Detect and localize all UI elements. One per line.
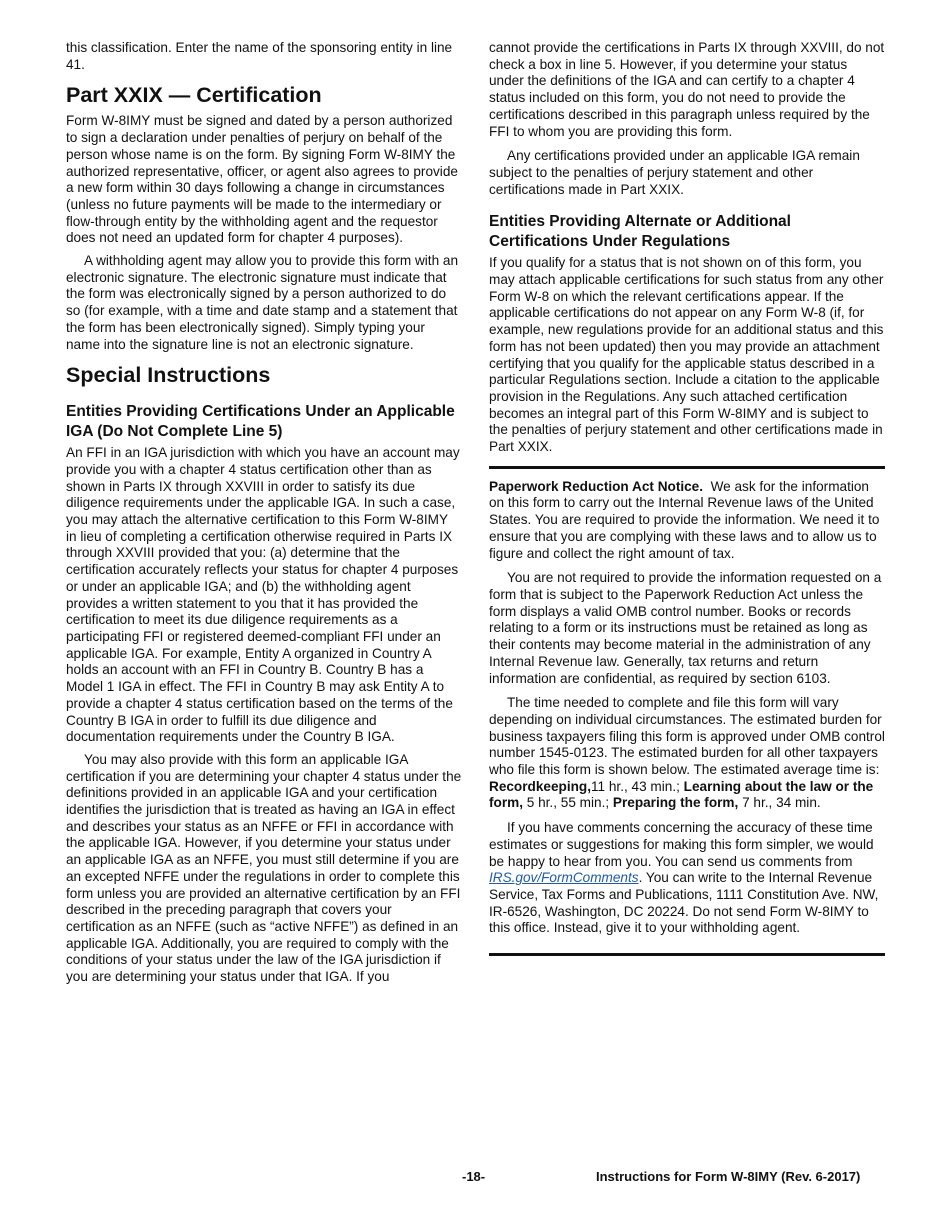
alternate-certifications-paragraph: If you qualify for a status that is not shown on of this form, you may attach applicable certifications for such status from any other Form W-8 on which the relevant certifications appear. If the applicable certifications do not appear on any Form W-8 (if, for example, new regulations provide for an additional status and this form has not been updated) then you may provide an attachment certifying that you qualify for the applicable status described in a particular Regulations section. Include a citation to the applicable provision in the Regulations. Any such attached certification becomes an integral part of this Form W-8IMY and is subject to the penalties of perjury statement and other certifications made in Part XXIX. bbox=[489, 255, 884, 455]
recordkeeping-value: 11 hr., 43 min.; bbox=[590, 778, 684, 794]
iga-paragraph-2: You may also provide with this form an applicable IGA certification if you are determining your chapter 4 status under the definitions provided in an applicable IGA and your certification identifies the jurisdiction that is treated as having an IGA in effect and describes your status as an NFFE or FFI in accordance with the applicable IGA. However, if you determine your status under an applicable IGA as an NFFE, you must still determine if you are an excepted NFFE under the regulations in order to complete this form unless you are provided an alternative certification by an FFI described in the preceding paragraph that covers your certification as an NFFE (such as “active NFFE”) as defined in an applicable IGA. Additionally, you are required to comply with the conditions of your status under the law of the IGA jurisdiction if you are determining your status under that IGA. If you bbox=[66, 751, 462, 985]
pra-text-4b: . You can write to the Internal Revenue Service, Tax Forms and Publications, 1111 Constitution Ave. NW, IR-6526, Washington, DC 20224. Do not send Form W-8IMY to this office. Instead, give it to your withholding agent. bbox=[489, 870, 879, 936]
learning-value: 5 hr., 55 min.; bbox=[522, 795, 613, 811]
pra-label: Paperwork Reduction Act Notice. bbox=[489, 478, 704, 494]
left-column bbox=[66, 40, 462, 992]
pra-text-1: We ask for the information on this form to carry out the Internal Revenue laws of the United States. You are required to provide the information. We need it to ensure that you are complying with these laws and to allow us to figure and collect the right amount of tax. bbox=[489, 478, 880, 561]
continued-paragraph: cannot provide the certifications in Parts IX through XXVIII, do not check a box in line 5. However, if you determine your status under the definitions of the IGA and can certify to a chapter 4 status included on this form, you do not need to provide the certifications described in this paragraph unless required by the FFI to whom you are providing this form. bbox=[489, 40, 885, 139]
intro-paragraph: this classification. Enter the name of the sponsoring entity in line 41. bbox=[66, 40, 453, 72]
pra-paragraph-1 bbox=[489, 479, 885, 563]
preparing-label: Preparing the form, bbox=[612, 795, 739, 811]
iga-paragraph-1: An FFI in an IGA jurisdiction with which you have an account may provide you with a chapter 4 status certification other than as shown in Parts IX through XXVIII in order to satisfy its due diligence requirements under the applicable IGA. In such a case, you may attach the alternative certification to this Form W-8IMY in lieu of completing a certification otherwise required in Parts IX through XXVIII provided that you: (a) determine that the certification accurately reflects your status for chapter 4 purposes or under an applicable IGA; and (b) the withholding agent provides a written statement to you that it has provided the certification to meet its due diligence requirements as a participating FFI or registered deemed-compliant FFI under an applicable IGA. For example, Entity A organized in Country A holds an account with an FFI in Country B. Country B has a Model 1 IGA in effect. The FFI in Country B may ask Entity A to provide a chapter 4 status certification based on the terms of the Country B IGA in order to fulfill its due diligence and documentation requirements under the Country B IGA. bbox=[66, 445, 460, 745]
part-xxix-paragraph-2: A withholding agent may allow you to provide this form with an electronic signature. The electronic signature must indicate that the form was electronically signed by a person authorized to do so (for example, with a time and date stamp and a statement that the form has been electronically signed). Simply typing your name into the signature line is not an electronic signature. bbox=[66, 253, 459, 352]
pra-paragraph-4 bbox=[489, 820, 885, 937]
part-xxix-heading: Part XXIX — Certification bbox=[66, 83, 322, 108]
part-xxix-paragraph-1: Form W-8IMY must be signed and dated by a person authorized to sign a declaration under penalties of perjury on behalf of the person whose name is on the form. By signing Form W-8IMY the authorized representative, officer, or agent also agrees to provide a new form within 30 days following a change in circumstances (unless no future payments will be made to the intermediary or flow-through entity by the withholding agent and the requestor does not need an updated form for chapter 4 purposes). bbox=[66, 113, 458, 246]
pra-paragraph-2: You are not required to provide the information requested on a form that is subject to the Paperwork Reduction Act unless the form displays a valid OMB control number. Books or records relating to a form or its instructions must be retained as long as their contents may become material in the administration of any Internal Revenue law. Generally, tax returns and return information are confidential, as required by section 6103. bbox=[489, 570, 882, 686]
form-comments-link[interactable]: IRS.gov/FormComments bbox=[489, 870, 639, 886]
document-title: Instructions for Form W-8IMY (Rev. 6-2017) bbox=[596, 1169, 861, 1184]
alternate-certifications-heading: Entities Providing Alternate or Additional Certifications Under Regulations bbox=[489, 213, 791, 251]
right-column bbox=[489, 40, 885, 956]
iga-paragraph-3: Any certifications provided under an applicable IGA remain subject to the penalties of perjury statement and other certifications made in Part XXIX. bbox=[489, 148, 860, 197]
pra-paragraph-3 bbox=[489, 695, 885, 812]
pra-text-4a: If you have comments concerning the accuracy of these time estimates or suggestions for making this form simpler, we would be happy to hear from you. You can send us comments from bbox=[489, 820, 874, 869]
preparing-value: 7 hr., 34 min. bbox=[738, 795, 821, 811]
section-divider bbox=[489, 466, 885, 469]
learning-label: Learning about the law or the form, bbox=[489, 778, 874, 811]
bottom-divider bbox=[489, 953, 885, 956]
pra-text-3: The time needed to complete and file this form will vary depending on individual circumstances. The estimated burden for business taxpayers filing this form is approved under OMB control number 1545-0123. The estimated burden for all other taxpayers who file this form is shown below. The estimated average time is: bbox=[489, 695, 885, 778]
special-instructions-heading: Special Instructions bbox=[66, 363, 271, 388]
recordkeeping-label: Recordkeeping, bbox=[489, 778, 591, 794]
iga-heading: Entities Providing Certifications Under an Applicable IGA (Do Not Complete Line 5) bbox=[66, 403, 455, 441]
page-number: -18- bbox=[462, 1169, 486, 1184]
